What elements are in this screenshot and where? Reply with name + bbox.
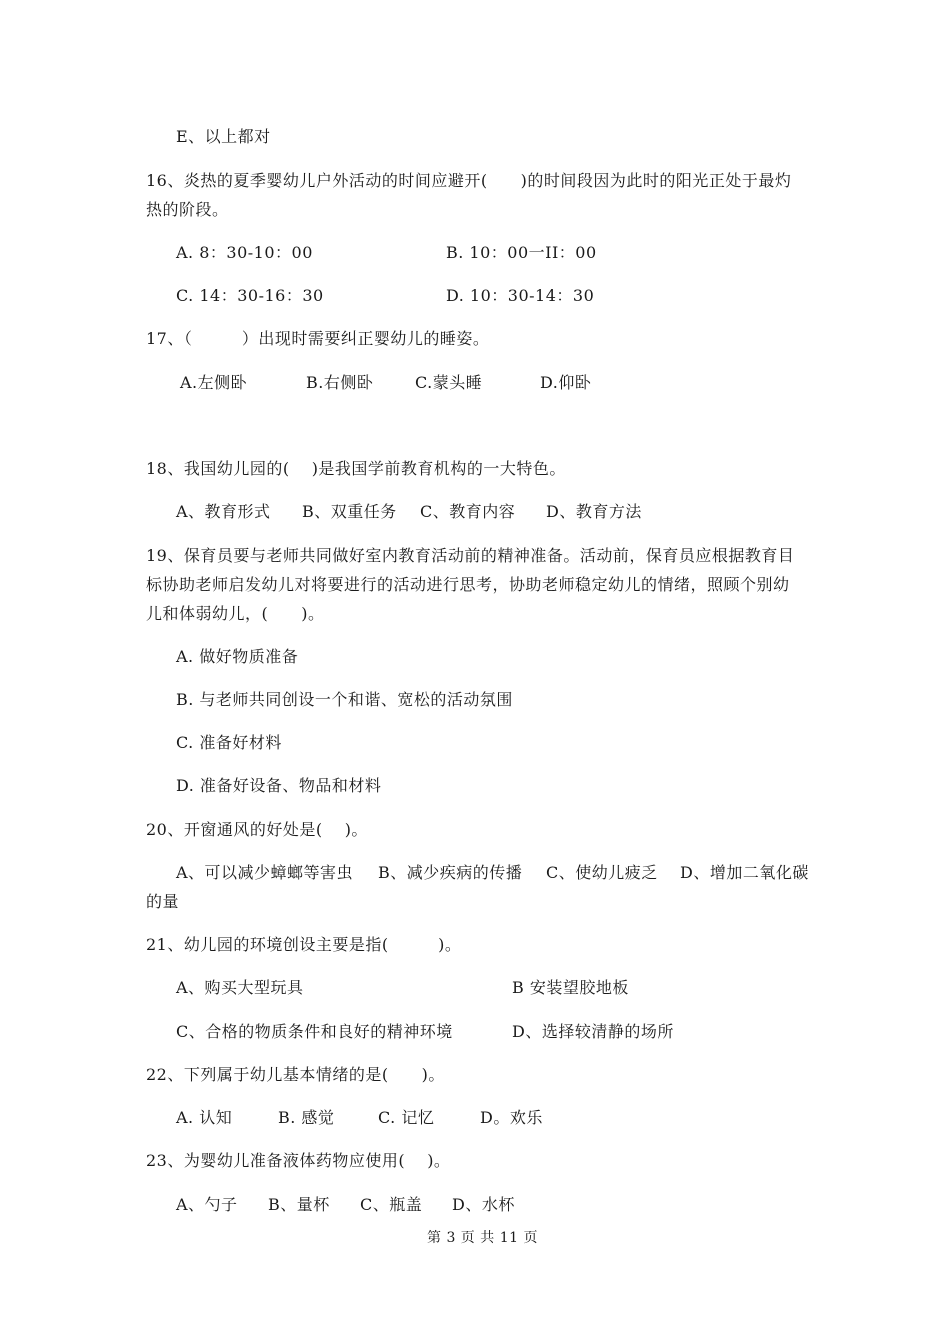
q17-option-b: B.右侧卧 [306,373,374,392]
q18-stem: 18、我国幼儿园的( )是我国学前教育机构的一大特色。 [146,459,566,478]
q21-option-c: C、合格的物质条件和良好的精神环境 [176,1022,453,1041]
q22-option-d: D。欢乐 [480,1108,543,1127]
q17-option-d: D.仰卧 [540,373,592,392]
q16-option-a: A. 8：30-10：00 [176,243,313,262]
q17-option-c: C.蒙头睡 [415,373,483,392]
q19-stem-line2: 标协助老师启发幼儿对将要进行的活动进行思考，协助老师稳定幼儿的情绪，照顾个别幼 [146,575,790,594]
q23-option-a: A、勺子 [176,1195,238,1214]
q22-option-c: C. 记忆 [378,1108,435,1127]
q20-option-d: D、增加二氧化碳 [680,863,809,882]
q21-option-a: A、购买大型玩具 [176,978,304,997]
q19-stem-line1: 19、保育员要与老师共同做好室内教育活动前的精神准备。活动前，保育员应根据教育目 [146,546,795,565]
q16-option-c: C. 14：30-16：30 [176,286,324,305]
q18-option-d: D、教育方法 [546,502,642,521]
q19-option-c: C. 准备好材料 [176,733,282,752]
q20-option-a: A、可以减少蟑螂等害虫 [176,863,354,882]
q17-option-a: A.左侧卧 [180,373,248,392]
q20-option-d-continued: 的量 [146,892,180,911]
q23-option-c: C、瓶盖 [360,1195,423,1214]
q23-stem: 23、为婴幼儿准备液体药物应使用( )。 [146,1151,451,1170]
q20-option-b: B、减少疾病的传播 [378,863,523,882]
q19-stem-line3: 儿和体弱幼儿，( )。 [146,604,325,623]
q23-option-d: D、水杯 [452,1195,515,1214]
q21-option-d: D、选择较清静的场所 [512,1022,674,1041]
q21-option-b: B 安装望胶地板 [512,978,629,997]
q16-option-b: B. 10：00一II：00 [446,243,597,262]
q19-option-a: A. 做好物质准备 [176,647,299,666]
q21-stem: 21、幼儿园的环境创设主要是指( )。 [146,935,462,954]
q16-option-d: D. 10：30-14：30 [446,286,595,305]
q22-stem: 22、下列属于幼儿基本情绪的是( )。 [146,1065,445,1084]
q16-stem-line2: 热的阶段。 [146,200,229,219]
q18-option-b: B、双重任务 [302,502,397,521]
q19-option-b: B. 与老师共同创设一个和谐、宽松的活动氛围 [176,690,513,709]
page-footer: 第 3 页 共 11 页 [427,1230,538,1246]
q16-stem-line1: 16、炎热的夏季婴幼儿户外活动的时间应避开( )的时间段因为此时的阳光正处于最灼 [146,171,792,190]
q23-option-b: B、量杯 [268,1195,330,1214]
q18-option-a: A、教育形式 [176,502,271,521]
q18-option-c: C、教育内容 [420,502,516,521]
q17-stem: 17、（ ）出现时需要纠正婴幼儿的睡姿。 [146,329,490,348]
q22-option-b: B. 感觉 [278,1108,335,1127]
q20-stem: 20、开窗通风的好处是( )。 [146,820,368,839]
q20-option-c: C、使幼儿疲乏 [546,863,658,882]
q19-option-d: D. 准备好设备、物品和材料 [176,776,382,795]
q22-option-a: A. 认知 [176,1108,233,1127]
q15-option-e: E、以上都对 [176,127,271,146]
